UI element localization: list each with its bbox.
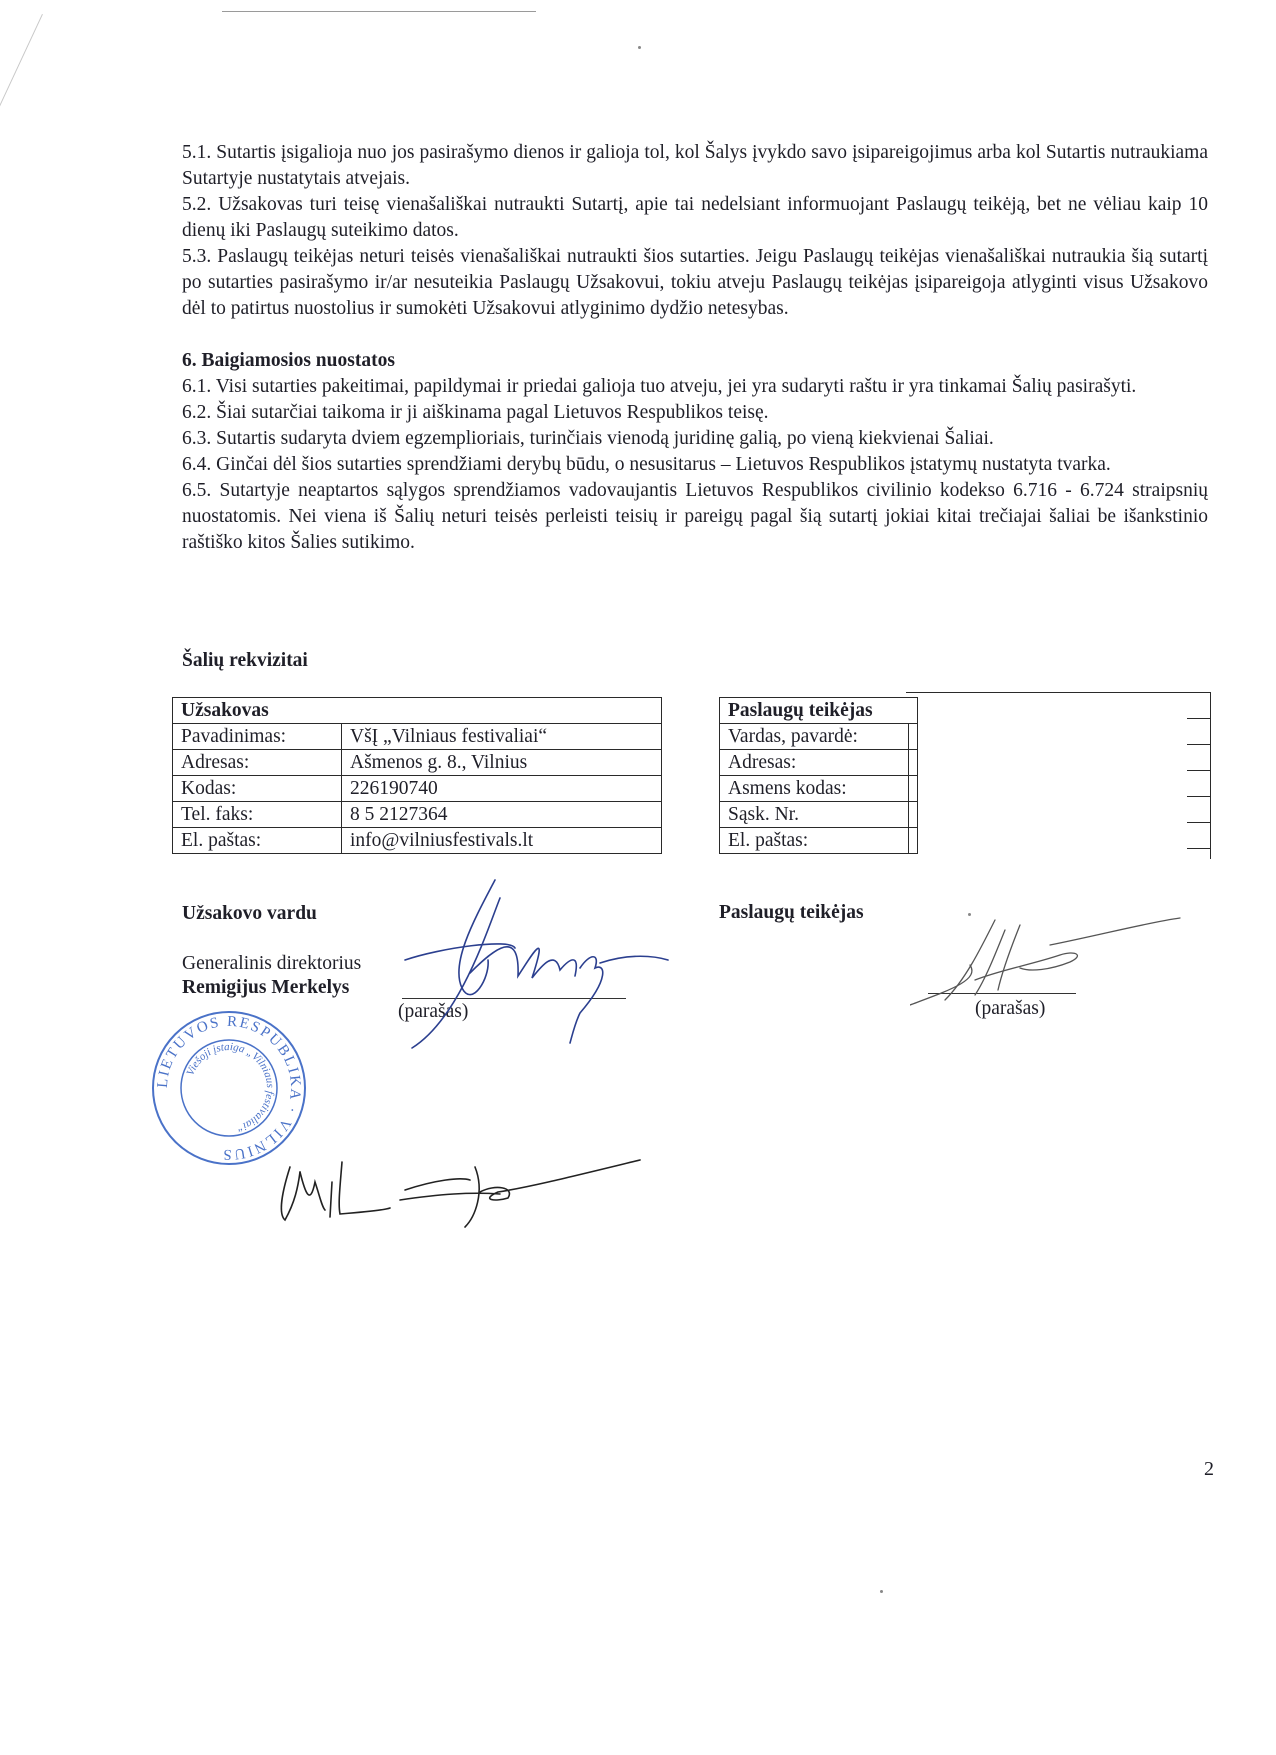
teikejas-table [719, 697, 918, 854]
right-sign-heading: Paslaugų teikėjas [719, 902, 864, 923]
bottom-signature [270, 1132, 650, 1232]
table-row [720, 802, 918, 828]
table-row [720, 750, 918, 776]
table-row [173, 724, 662, 750]
left-sign-position: Generalinis direktorius [182, 953, 362, 974]
clause-6-5: 6.5. Sutartyje neaptartos sąlygos sprendžiamos vadovaujantis Lietuvos Respublikos civilinio kodekso 6.716 - 6.724 straipsnių nuostatomis. Nei viena iš Šalių neturi teisės perleisti teisių ir pareigų pagal šią sutartį jokiai kitai trečiajai šaliai be išankstinio raštiško kitos Šalies sutikimo. [182, 480, 1208, 553]
right-sign-caption: (parašas) [975, 998, 1046, 1019]
stamp-inner-text: Viešoji įstaiga „Vilniaus festivaliai“ [184, 1040, 277, 1135]
uzsakovas-header: Užsakovas [173, 698, 662, 724]
table-row [720, 828, 918, 854]
clause-6-1: 6.1. Visi sutarties pakeitimai, papildymai ir priedai galioja tuo atveju, jei yra sudaryti raštu ir yra tinkamai Šalių pasirašyti. [182, 376, 1137, 397]
director-signature [400, 868, 680, 1058]
table-frame-line [1187, 718, 1211, 719]
clause-5-2: 5.2. Užsakovas turi teisę vienašališkai nutraukti Sutartį, apie tai nedelsiant informuojant Paslaugų teikėją, bet ne vėliau kaip 10 dienų iki Paslaugų suteikimo datos. [182, 194, 1208, 241]
scan-edge-line [222, 11, 536, 12]
row-label: Tel. faks: [173, 802, 342, 828]
row-label: El. paštas: [720, 828, 909, 854]
row-value: info@vilniusfestivals.lt [342, 828, 662, 854]
teikejas-header: Paslaugų teikėjas [720, 698, 918, 724]
table-frame-line [1187, 796, 1211, 797]
row-value: VšĮ „Vilniaus festivaliai“ [342, 724, 662, 750]
scan-speck [880, 1590, 883, 1593]
table-row [720, 776, 918, 802]
clause-6-4: 6.4. Ginčai dėl šios sutarties sprendžiami derybų būdu, o nesusitarus – Lietuvos Respublikos įstatymų nustatyta tvarka. [182, 454, 1111, 475]
row-label: Sąsk. Nr. [720, 802, 909, 828]
row-value [909, 828, 918, 854]
left-sign-caption: (parašas) [398, 1001, 469, 1022]
provider-signature [910, 910, 1190, 1010]
row-value [909, 776, 918, 802]
row-label: Kodas: [173, 776, 342, 802]
table-header-row [720, 698, 918, 724]
row-value [909, 750, 918, 776]
table-frame-line [1187, 848, 1211, 849]
scan-speck [638, 46, 641, 49]
table-frame-line [1187, 744, 1211, 745]
table-frame-line [1187, 822, 1211, 823]
table-row [173, 828, 662, 854]
page-number: 2 [1204, 1458, 1214, 1480]
left-sign-heading: Užsakovo vardu [182, 903, 317, 924]
table-row [173, 802, 662, 828]
uzsakovas-table [172, 697, 662, 854]
row-label: Vardas, pavardė: [720, 724, 909, 750]
row-value: 226190740 [342, 776, 662, 802]
clause-5-1: 5.1. Sutartis įsigalioja nuo jos pasirašymo dienos ir galioja tol, kol Šalys įvykdo savo įsipareigojimus arba kol Sutartis nutraukiama Sutartyje nustatytais atvejais. [182, 142, 1208, 189]
svg-text:Viešoji įstaiga „Vilniaus fest [184, 1041, 276, 1134]
table-frame-line [906, 692, 1211, 693]
scan-edge-shadow [0, 14, 43, 395]
section-6-heading: 6. Baigiamosios nuostatos [182, 350, 395, 371]
row-value: 8 5 2127364 [342, 802, 662, 828]
table-row [720, 724, 918, 750]
stamp-outer-text: LIETUVOS RESPUBLIKA · VILNIUS [154, 1013, 304, 1163]
rekvizitai-title: Šalių rekvizitai [182, 650, 308, 671]
row-label: Asmens kodas: [720, 776, 909, 802]
clause-6-2: 6.2. Šiai sutarčiai taikoma ir ji aiškinama pagal Lietuvos Respublikos teisę. [182, 402, 769, 423]
row-label: Pavadinimas: [173, 724, 342, 750]
row-label: El. paštas: [173, 828, 342, 854]
clause-5-3: 5.3. Paslaugų teikėjas neturi teisės vienašališkai nutraukti šios sutarties. Jeigu Paslaugų teikėjas vienašališkai nutraukia šią sutartį po sutarties pasirašymo ir/ar nesuteikia Paslaugų Užsakovui, tokiu atveju Paslaugų teikėjas įsipareigoja atlyginti visus Užsakovo dėl to patirtus nuostolius ir sumokėti Užsakovui atlyginimo dydžio netesybas. [182, 246, 1208, 319]
table-frame-line [1187, 770, 1211, 771]
table-header-row [173, 698, 662, 724]
contract-body [182, 140, 1208, 556]
left-sign-name: Remigijus Merkelys [182, 977, 350, 998]
row-value [909, 802, 918, 828]
clause-6-3: 6.3. Sutartis sudaryta dviem egzemplioriais, turinčiais vienodą juridinę galią, po vieną kiekvienai Šaliai. [182, 428, 994, 449]
table-row [173, 776, 662, 802]
row-value: Ašmenos g. 8., Vilnius [342, 750, 662, 776]
row-label: Adresas: [720, 750, 909, 776]
row-label: Adresas: [173, 750, 342, 776]
table-row [173, 750, 662, 776]
row-value [909, 724, 918, 750]
